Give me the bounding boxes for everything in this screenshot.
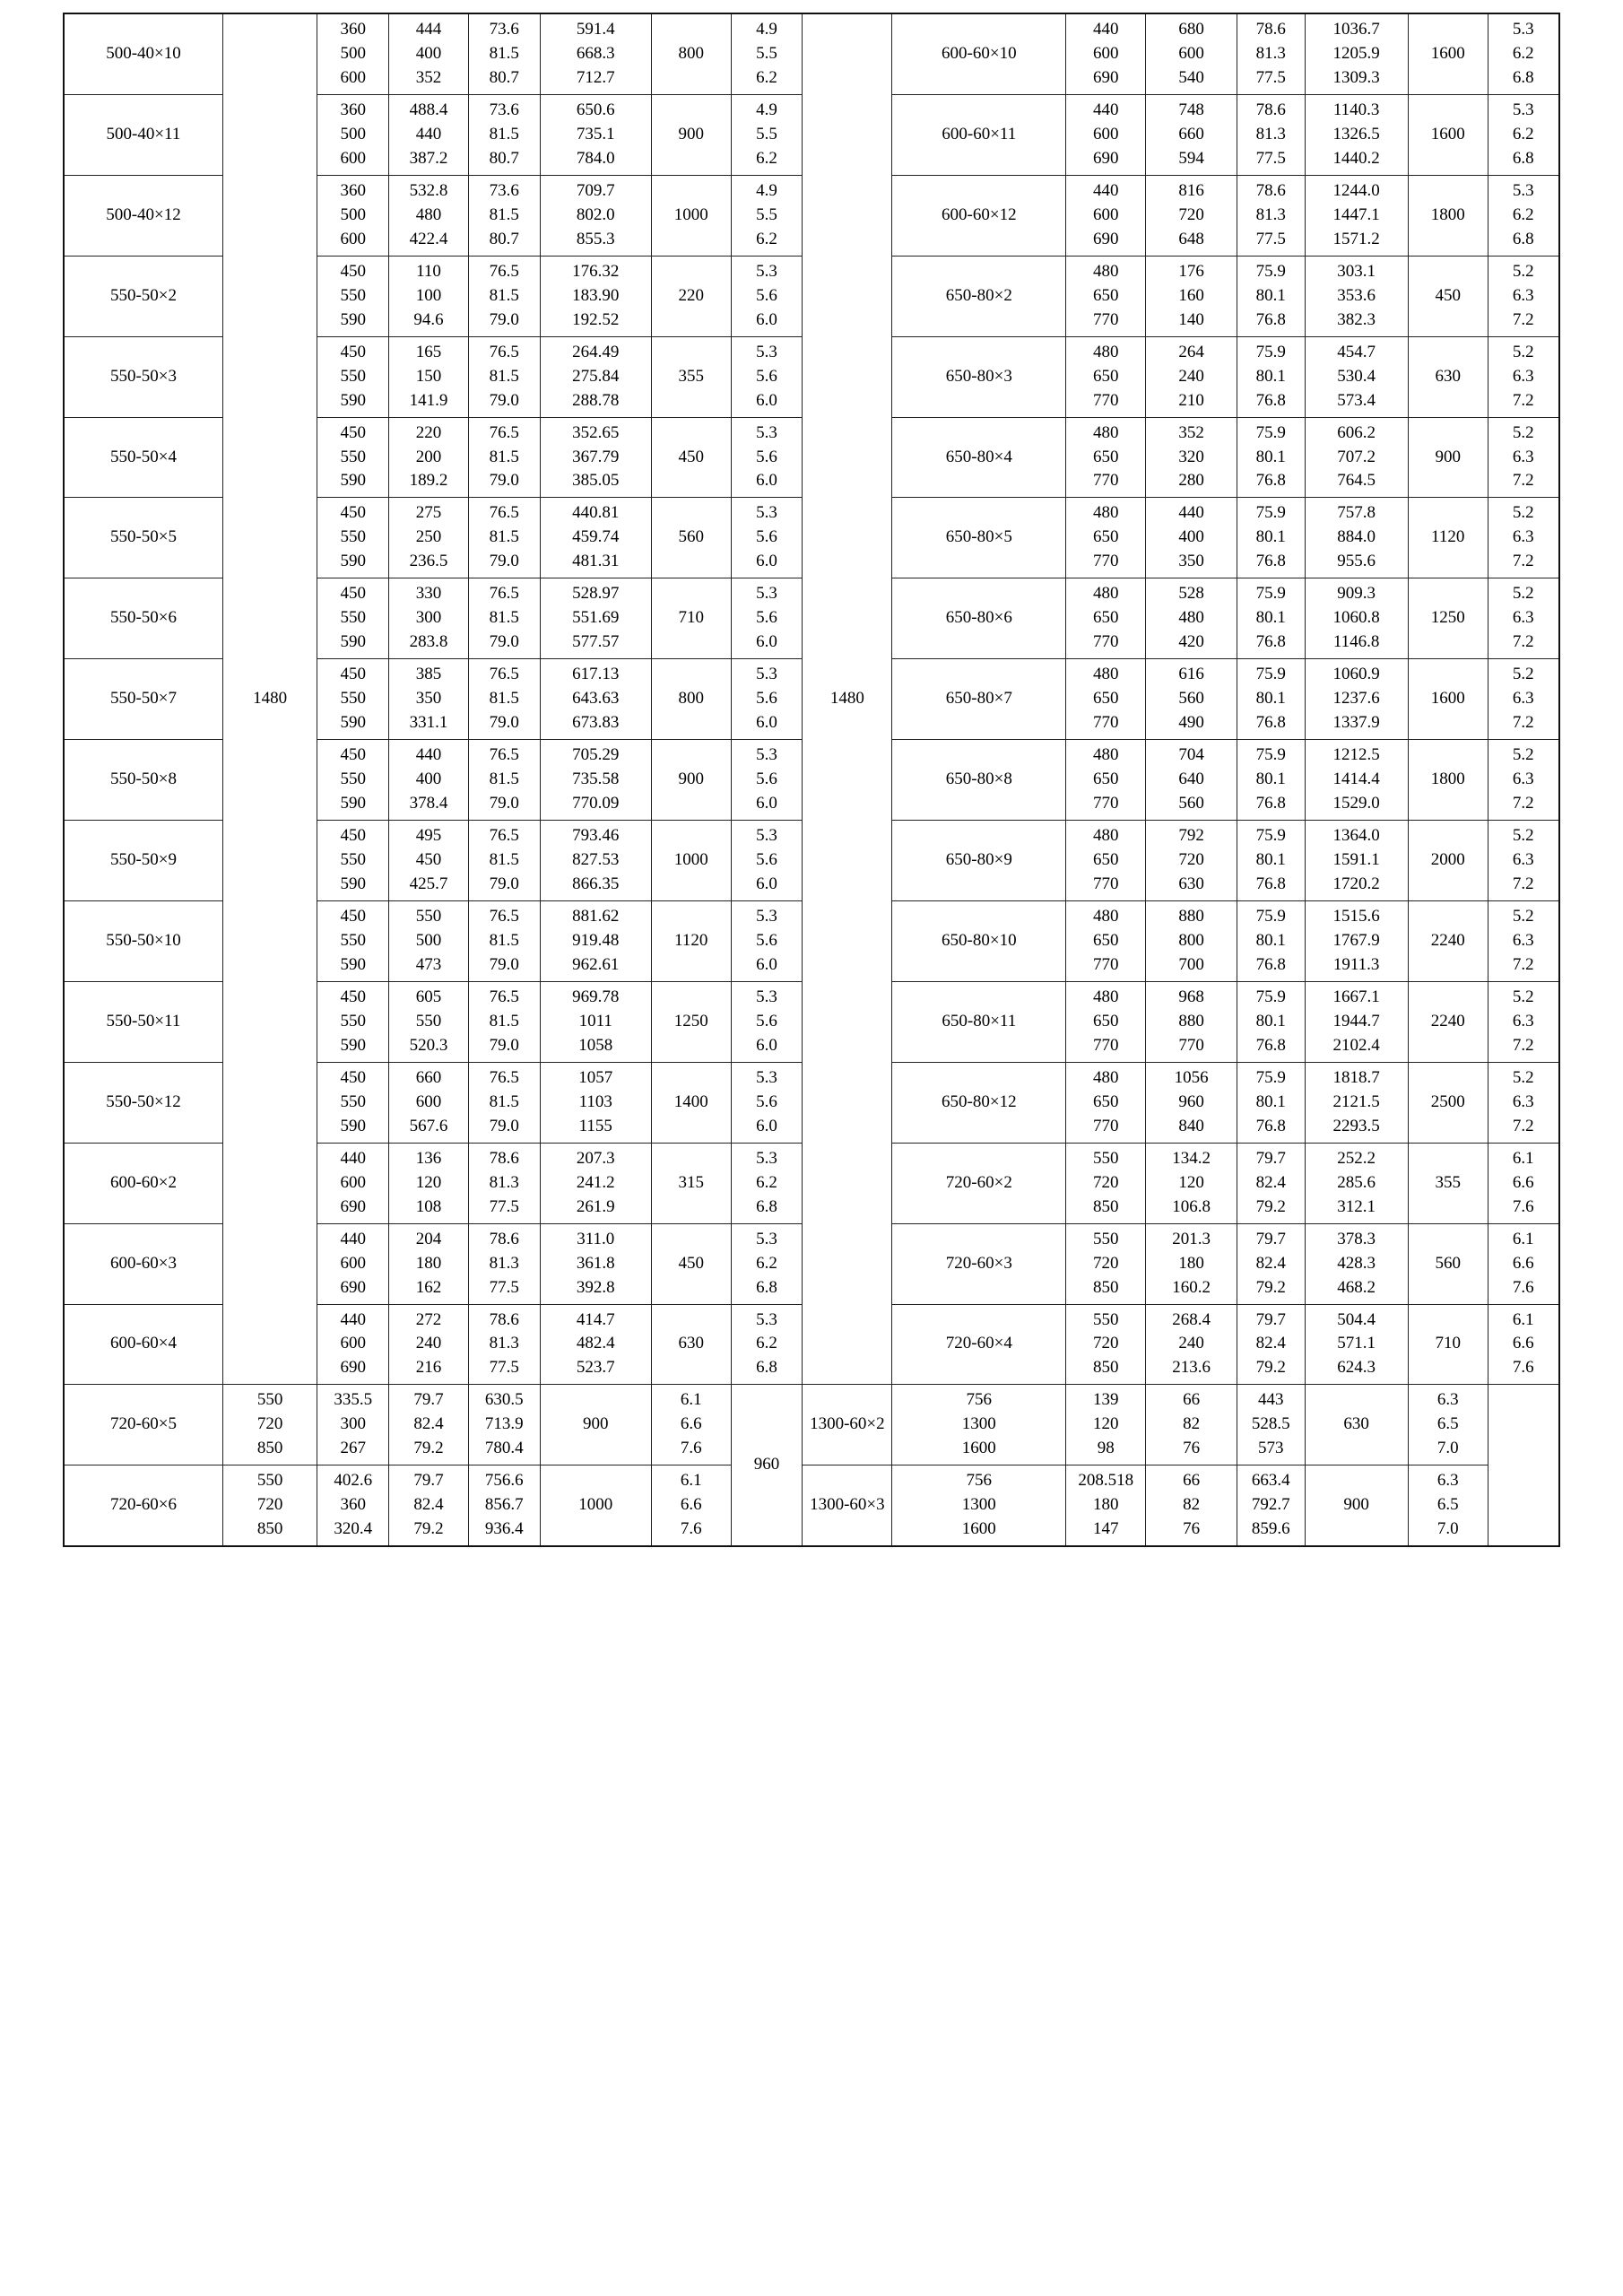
left-power-values-cell: 5.3 5.6 6.0 xyxy=(731,740,803,821)
left-motor-cell: 800 xyxy=(651,13,731,94)
left-flow-values-cell: 330 300 283.8 xyxy=(389,578,469,659)
left-efficiency-values-cell: 78.6 81.3 77.5 xyxy=(468,1304,540,1385)
left-power-values-cell: 4.9 5.5 6.2 xyxy=(731,175,803,256)
right-pressure-values-cell: 1212.5 1414.4 1529.0 xyxy=(1305,740,1408,821)
left-group-speed-cell: 1480 xyxy=(222,13,317,1385)
left-efficiency-values-cell: 76.5 81.5 79.0 xyxy=(468,740,540,821)
left-speed-values-cell: 450 550 590 xyxy=(317,336,389,417)
left-power-values-cell: 5.3 6.2 6.8 xyxy=(731,1304,803,1385)
right-power-values-cell: 6.1 6.6 7.6 xyxy=(1488,1304,1559,1385)
right-model-cell: 600-60×11 xyxy=(892,94,1066,175)
right-efficiency-values-cell: 66 82 76 xyxy=(1146,1465,1237,1546)
right-flow-values-cell: 704 640 560 xyxy=(1146,740,1237,821)
right-motor-cell: 1250 xyxy=(1408,578,1488,659)
left-speed-values-cell: 450 550 590 xyxy=(317,417,389,498)
right-speed-values-cell: 440 600 690 xyxy=(1066,175,1146,256)
left-pressure-values-cell: 617.13 643.63 673.83 xyxy=(540,659,651,740)
left-efficiency-values-cell: 76.5 81.5 79.0 xyxy=(468,336,540,417)
specification-table xyxy=(63,13,1560,1547)
left-model-cell: 550-50×7 xyxy=(64,659,222,740)
left-efficiency-values-cell: 79.7 82.4 79.2 xyxy=(389,1385,469,1465)
right-speed-values-cell: 440 600 690 xyxy=(1066,13,1146,94)
left-model-cell: 550-50×4 xyxy=(64,417,222,498)
right-flow-values-cell: 139 120 98 xyxy=(1066,1385,1146,1465)
left-speed-values-cell: 450 550 590 xyxy=(317,740,389,821)
left-power-values-cell: 5.3 5.6 6.0 xyxy=(731,821,803,901)
left-efficiency-values-cell: 76.5 81.5 79.0 xyxy=(468,498,540,578)
right-model-cell: 600-60×10 xyxy=(892,13,1066,94)
left-pressure-values-cell: 591.4 668.3 712.7 xyxy=(540,13,651,94)
right-power-values-cell: 5.2 6.3 7.2 xyxy=(1488,821,1559,901)
right-pressure-values-cell: 1060.9 1237.6 1337.9 xyxy=(1305,659,1408,740)
right-power-values-cell: 5.2 6.3 7.2 xyxy=(1488,256,1559,336)
left-power-values-cell: 5.3 5.6 6.0 xyxy=(731,1062,803,1143)
left-motor-cell: 800 xyxy=(651,659,731,740)
left-pressure-values-cell: 793.46 827.53 866.35 xyxy=(540,821,651,901)
left-motor-cell: 220 xyxy=(651,256,731,336)
left-model-cell: 720-60×6 xyxy=(64,1465,222,1546)
right-efficiency-values-cell: 75.9 80.1 76.8 xyxy=(1237,417,1305,498)
right-efficiency-values-cell: 75.9 80.1 76.8 xyxy=(1237,256,1305,336)
right-flow-values-cell: 268.4 240 213.6 xyxy=(1146,1304,1237,1385)
left-speed-values-cell: 450 550 590 xyxy=(317,256,389,336)
right-flow-values-cell: 264 240 210 xyxy=(1146,336,1237,417)
right-pressure-values-cell: 1667.1 1944.7 2102.4 xyxy=(1305,981,1408,1062)
left-speed-values-cell: 360 500 600 xyxy=(317,13,389,94)
right-efficiency-values-cell: 75.9 80.1 76.8 xyxy=(1237,740,1305,821)
right-efficiency-values-cell: 75.9 80.1 76.8 xyxy=(1237,336,1305,417)
left-model-cell: 720-60×5 xyxy=(64,1385,222,1465)
table-row xyxy=(64,1385,1559,1465)
right-model-cell: 720-60×2 xyxy=(892,1143,1066,1223)
right-motor-cell: 1600 xyxy=(1408,13,1488,94)
right-flow-values-cell: 528 480 420 xyxy=(1146,578,1237,659)
right-motor-cell: 2240 xyxy=(1408,900,1488,981)
right-motor-cell: 1600 xyxy=(1408,94,1488,175)
right-speed-values-cell: 480 650 770 xyxy=(1066,578,1146,659)
left-flow-values-cell: 660 600 567.6 xyxy=(389,1062,469,1143)
left-speed-values-cell: 450 550 590 xyxy=(317,1062,389,1143)
right-flow-values-cell: 208.518 180 147 xyxy=(1066,1465,1146,1546)
left-power-values-cell: 4.9 5.5 6.2 xyxy=(731,94,803,175)
right-motor-cell: 630 xyxy=(1305,1385,1408,1465)
right-model-cell: 650-80×12 xyxy=(892,1062,1066,1143)
left-model-cell: 500-40×10 xyxy=(64,13,222,94)
left-speed-values-cell: 550 720 850 xyxy=(222,1465,317,1546)
left-flow-values-cell: 440 400 378.4 xyxy=(389,740,469,821)
right-motor-cell: 450 xyxy=(1408,256,1488,336)
left-motor-cell: 315 xyxy=(651,1143,731,1223)
left-pressure-values-cell: 756.6 856.7 936.4 xyxy=(468,1465,540,1546)
left-model-cell: 550-50×5 xyxy=(64,498,222,578)
right-motor-cell: 1800 xyxy=(1408,175,1488,256)
right-power-values-cell: 6.3 6.5 7.0 xyxy=(1408,1385,1488,1465)
left-flow-values-cell: 488.4 440 387.2 xyxy=(389,94,469,175)
right-speed-values-cell: 440 600 690 xyxy=(1066,94,1146,175)
left-speed-values-cell: 360 500 600 xyxy=(317,94,389,175)
left-power-values-cell: 5.3 5.6 6.0 xyxy=(731,578,803,659)
left-efficiency-values-cell: 76.5 81.5 79.0 xyxy=(468,981,540,1062)
left-pressure-values-cell: 528.97 551.69 577.57 xyxy=(540,578,651,659)
right-pressure-values-cell: 252.2 285.6 312.1 xyxy=(1305,1143,1408,1223)
left-model-cell: 600-60×2 xyxy=(64,1143,222,1223)
left-model-cell: 600-60×4 xyxy=(64,1304,222,1385)
left-motor-cell: 900 xyxy=(651,740,731,821)
left-motor-cell: 1000 xyxy=(540,1465,651,1546)
left-motor-cell: 560 xyxy=(651,498,731,578)
left-efficiency-values-cell: 73.6 81.5 80.7 xyxy=(468,175,540,256)
left-power-values-cell: 5.3 6.2 6.8 xyxy=(731,1143,803,1223)
left-flow-values-cell: 550 500 473 xyxy=(389,900,469,981)
right-pressure-values-cell: 303.1 353.6 382.3 xyxy=(1305,256,1408,336)
left-model-cell: 550-50×12 xyxy=(64,1062,222,1143)
right-efficiency-values-cell: 66 82 76 xyxy=(1146,1385,1237,1465)
right-pressure-values-cell: 1036.7 1205.9 1309.3 xyxy=(1305,13,1408,94)
right-flow-values-cell: 352 320 280 xyxy=(1146,417,1237,498)
right-flow-values-cell: 1056 960 840 xyxy=(1146,1062,1237,1143)
left-pressure-values-cell: 440.81 459.74 481.31 xyxy=(540,498,651,578)
left-motor-cell: 900 xyxy=(651,94,731,175)
left-speed-values-cell: 450 550 590 xyxy=(317,981,389,1062)
left-pressure-values-cell: 969.78 1011 1058 xyxy=(540,981,651,1062)
right-pressure-values-cell: 1818.7 2121.5 2293.5 xyxy=(1305,1062,1408,1143)
left-efficiency-values-cell: 79.7 82.4 79.2 xyxy=(389,1465,469,1546)
left-efficiency-values-cell: 73.6 81.5 80.7 xyxy=(468,13,540,94)
right-speed-values-cell: 480 650 770 xyxy=(1066,498,1146,578)
right-power-values-cell: 6.3 6.5 7.0 xyxy=(1408,1465,1488,1546)
right-flow-values-cell: 616 560 490 xyxy=(1146,659,1237,740)
right-efficiency-values-cell: 75.9 80.1 76.8 xyxy=(1237,498,1305,578)
right-model-cell: 1300-60×3 xyxy=(803,1465,892,1546)
left-pressure-values-cell: 414.7 482.4 523.7 xyxy=(540,1304,651,1385)
left-pressure-values-cell: 207.3 241.2 261.9 xyxy=(540,1143,651,1223)
right-motor-cell: 2240 xyxy=(1408,981,1488,1062)
right-flow-values-cell: 968 880 770 xyxy=(1146,981,1237,1062)
right-model-cell: 650-80×8 xyxy=(892,740,1066,821)
left-power-values-cell: 5.3 5.6 6.0 xyxy=(731,981,803,1062)
right-pressure-values-cell: 1515.6 1767.9 1911.3 xyxy=(1305,900,1408,981)
right-speed-values-cell: 480 650 770 xyxy=(1066,1062,1146,1143)
right-model-cell: 720-60×3 xyxy=(892,1223,1066,1304)
left-speed-values-cell: 450 550 590 xyxy=(317,900,389,981)
right-motor-cell: 900 xyxy=(1305,1465,1408,1546)
left-flow-values-cell: 335.5 300 267 xyxy=(317,1385,389,1465)
right-pressure-values-cell: 757.8 884.0 955.6 xyxy=(1305,498,1408,578)
right-motor-cell: 900 xyxy=(1408,417,1488,498)
right-pressure-values-cell: 504.4 571.1 624.3 xyxy=(1305,1304,1408,1385)
right-pressure-values-cell: 606.2 707.2 764.5 xyxy=(1305,417,1408,498)
left-flow-values-cell: 110 100 94.6 xyxy=(389,256,469,336)
left-flow-values-cell: 220 200 189.2 xyxy=(389,417,469,498)
right-efficiency-values-cell: 78.6 81.3 77.5 xyxy=(1237,175,1305,256)
left-efficiency-values-cell: 76.5 81.5 79.0 xyxy=(468,578,540,659)
left-efficiency-values-cell: 78.6 81.3 77.5 xyxy=(468,1143,540,1223)
right-group-speed-cell-bottom: 960 xyxy=(731,1385,803,1546)
left-motor-cell: 630 xyxy=(651,1304,731,1385)
left-speed-values-cell: 440 600 690 xyxy=(317,1223,389,1304)
right-power-values-cell: 5.2 6.3 7.2 xyxy=(1488,417,1559,498)
left-motor-cell: 355 xyxy=(651,336,731,417)
right-motor-cell: 2500 xyxy=(1408,1062,1488,1143)
left-motor-cell: 1000 xyxy=(651,175,731,256)
right-flow-values-cell: 880 800 700 xyxy=(1146,900,1237,981)
right-pressure-values-cell: 443 528.5 573 xyxy=(1237,1385,1305,1465)
right-model-cell: 650-80×3 xyxy=(892,336,1066,417)
left-model-cell: 550-50×3 xyxy=(64,336,222,417)
right-speed-values-cell: 480 650 770 xyxy=(1066,821,1146,901)
table-body xyxy=(64,13,1559,1546)
left-motor-cell: 710 xyxy=(651,578,731,659)
table-row xyxy=(64,1465,1559,1546)
left-pressure-values-cell: 264.49 275.84 288.78 xyxy=(540,336,651,417)
right-motor-cell: 1120 xyxy=(1408,498,1488,578)
left-power-values-cell: 4.9 5.5 6.2 xyxy=(731,13,803,94)
left-flow-values-cell: 136 120 108 xyxy=(389,1143,469,1223)
right-power-values-cell: 5.2 6.3 7.2 xyxy=(1488,498,1559,578)
right-power-values-cell: 6.1 6.6 7.6 xyxy=(1488,1223,1559,1304)
right-efficiency-values-cell: 75.9 80.1 76.8 xyxy=(1237,981,1305,1062)
left-speed-values-cell: 440 600 690 xyxy=(317,1143,389,1223)
right-motor-cell: 355 xyxy=(1408,1143,1488,1223)
right-speed-values-cell: 480 650 770 xyxy=(1066,256,1146,336)
left-model-cell: 550-50×10 xyxy=(64,900,222,981)
left-speed-values-cell: 450 550 590 xyxy=(317,821,389,901)
left-efficiency-values-cell: 76.5 81.5 79.0 xyxy=(468,417,540,498)
left-power-values-cell: 5.3 5.6 6.0 xyxy=(731,336,803,417)
left-motor-cell: 1000 xyxy=(651,821,731,901)
left-flow-values-cell: 204 180 162 xyxy=(389,1223,469,1304)
right-efficiency-values-cell: 75.9 80.1 76.8 xyxy=(1237,900,1305,981)
right-power-values-cell: 5.3 6.2 6.8 xyxy=(1488,13,1559,94)
left-model-cell: 550-50×2 xyxy=(64,256,222,336)
right-efficiency-values-cell: 79.7 82.4 79.2 xyxy=(1237,1304,1305,1385)
left-speed-values-cell: 450 550 590 xyxy=(317,659,389,740)
right-speed-values-cell: 550 720 850 xyxy=(1066,1223,1146,1304)
right-power-values-cell: 5.2 6.3 7.2 xyxy=(1488,900,1559,981)
left-motor-cell: 900 xyxy=(540,1385,651,1465)
right-efficiency-values-cell: 78.6 81.3 77.5 xyxy=(1237,94,1305,175)
left-speed-values-cell: 450 550 590 xyxy=(317,578,389,659)
right-flow-values-cell: 134.2 120 106.8 xyxy=(1146,1143,1237,1223)
right-power-values-cell: 5.2 6.3 7.2 xyxy=(1488,659,1559,740)
right-flow-values-cell: 201.3 180 160.2 xyxy=(1146,1223,1237,1304)
left-model-cell: 550-50×8 xyxy=(64,740,222,821)
left-efficiency-values-cell: 76.5 81.5 79.0 xyxy=(468,659,540,740)
left-power-values-cell: 5.3 5.6 6.0 xyxy=(731,900,803,981)
right-flow-values-cell: 680 600 540 xyxy=(1146,13,1237,94)
right-model-cell: 650-80×6 xyxy=(892,578,1066,659)
left-model-cell: 500-40×12 xyxy=(64,175,222,256)
right-flow-values-cell: 176 160 140 xyxy=(1146,256,1237,336)
left-power-values-cell: 5.3 5.6 6.0 xyxy=(731,256,803,336)
right-model-cell: 1300-60×2 xyxy=(803,1385,892,1465)
right-power-values-cell: 5.3 6.2 6.8 xyxy=(1488,94,1559,175)
left-power-values-cell: 5.3 5.6 6.0 xyxy=(731,417,803,498)
left-motor-cell: 1120 xyxy=(651,900,731,981)
right-pressure-values-cell: 454.7 530.4 573.4 xyxy=(1305,336,1408,417)
left-model-cell: 500-40×11 xyxy=(64,94,222,175)
right-power-values-cell: 5.2 6.3 7.2 xyxy=(1488,1062,1559,1143)
left-power-values-cell: 5.3 6.2 6.8 xyxy=(731,1223,803,1304)
left-pressure-values-cell: 352.65 367.79 385.05 xyxy=(540,417,651,498)
right-model-cell: 650-80×2 xyxy=(892,256,1066,336)
left-efficiency-values-cell: 76.5 81.5 79.0 xyxy=(468,900,540,981)
left-power-values-cell: 6.1 6.6 7.6 xyxy=(651,1385,731,1465)
left-speed-values-cell: 440 600 690 xyxy=(317,1304,389,1385)
left-model-cell: 550-50×11 xyxy=(64,981,222,1062)
right-model-cell: 650-80×11 xyxy=(892,981,1066,1062)
right-efficiency-values-cell: 79.7 82.4 79.2 xyxy=(1237,1223,1305,1304)
left-model-cell: 600-60×3 xyxy=(64,1223,222,1304)
left-efficiency-values-cell: 76.5 81.5 79.0 xyxy=(468,1062,540,1143)
right-power-values-cell: 5.2 6.3 7.2 xyxy=(1488,578,1559,659)
right-flow-values-cell: 748 660 594 xyxy=(1146,94,1237,175)
right-model-cell: 600-60×12 xyxy=(892,175,1066,256)
right-power-values-cell: 5.2 6.3 7.2 xyxy=(1488,981,1559,1062)
left-pressure-values-cell: 311.0 361.8 392.8 xyxy=(540,1223,651,1304)
right-motor-cell: 2000 xyxy=(1408,821,1488,901)
right-speed-values-cell: 480 650 770 xyxy=(1066,336,1146,417)
right-model-cell: 650-80×7 xyxy=(892,659,1066,740)
right-power-values-cell: 5.3 6.2 6.8 xyxy=(1488,175,1559,256)
right-model-cell: 650-80×10 xyxy=(892,900,1066,981)
left-power-values-cell: 5.3 5.6 6.0 xyxy=(731,659,803,740)
right-power-values-cell: 5.2 6.3 7.2 xyxy=(1488,336,1559,417)
left-flow-values-cell: 272 240 216 xyxy=(389,1304,469,1385)
right-speed-values-cell: 550 720 850 xyxy=(1066,1143,1146,1223)
right-speed-values-cell: 550 720 850 xyxy=(1066,1304,1146,1385)
left-efficiency-values-cell: 76.5 81.5 79.0 xyxy=(468,256,540,336)
right-speed-values-cell: 756 1300 1600 xyxy=(892,1385,1066,1465)
right-motor-cell: 1600 xyxy=(1408,659,1488,740)
right-model-cell: 650-80×4 xyxy=(892,417,1066,498)
right-motor-cell: 710 xyxy=(1408,1304,1488,1385)
left-model-cell: 550-50×6 xyxy=(64,578,222,659)
left-flow-values-cell: 385 350 331.1 xyxy=(389,659,469,740)
right-motor-cell: 630 xyxy=(1408,336,1488,417)
left-efficiency-values-cell: 76.5 81.5 79.0 xyxy=(468,821,540,901)
right-flow-values-cell: 440 400 350 xyxy=(1146,498,1237,578)
left-motor-cell: 450 xyxy=(651,417,731,498)
left-efficiency-values-cell: 73.6 81.5 80.7 xyxy=(468,94,540,175)
left-motor-cell: 1250 xyxy=(651,981,731,1062)
right-efficiency-values-cell: 75.9 80.1 76.8 xyxy=(1237,659,1305,740)
right-speed-values-cell: 480 650 770 xyxy=(1066,417,1146,498)
left-pressure-values-cell: 881.62 919.48 962.61 xyxy=(540,900,651,981)
right-speed-values-cell: 480 650 770 xyxy=(1066,900,1146,981)
right-efficiency-values-cell: 79.7 82.4 79.2 xyxy=(1237,1143,1305,1223)
left-speed-values-cell: 550 720 850 xyxy=(222,1385,317,1465)
left-motor-cell: 450 xyxy=(651,1223,731,1304)
right-motor-cell: 1800 xyxy=(1408,740,1488,821)
left-pressure-values-cell: 705.29 735.58 770.09 xyxy=(540,740,651,821)
left-speed-values-cell: 450 550 590 xyxy=(317,498,389,578)
right-group-speed-cell-top: 1480 xyxy=(803,13,892,1385)
right-pressure-values-cell: 378.3 428.3 468.2 xyxy=(1305,1223,1408,1304)
right-speed-values-cell: 480 650 770 xyxy=(1066,981,1146,1062)
left-pressure-values-cell: 630.5 713.9 780.4 xyxy=(468,1385,540,1465)
right-efficiency-values-cell: 75.9 80.1 76.8 xyxy=(1237,578,1305,659)
left-efficiency-values-cell: 78.6 81.3 77.5 xyxy=(468,1223,540,1304)
left-model-cell: 550-50×9 xyxy=(64,821,222,901)
right-speed-values-cell: 480 650 770 xyxy=(1066,659,1146,740)
left-flow-values-cell: 165 150 141.9 xyxy=(389,336,469,417)
right-motor-cell: 560 xyxy=(1408,1223,1488,1304)
right-pressure-values-cell: 1140.3 1326.5 1440.2 xyxy=(1305,94,1408,175)
left-speed-values-cell: 360 500 600 xyxy=(317,175,389,256)
left-flow-values-cell: 532.8 480 422.4 xyxy=(389,175,469,256)
left-motor-cell: 1400 xyxy=(651,1062,731,1143)
right-pressure-values-cell: 909.3 1060.8 1146.8 xyxy=(1305,578,1408,659)
left-pressure-values-cell: 1057 1103 1155 xyxy=(540,1062,651,1143)
left-flow-values-cell: 605 550 520.3 xyxy=(389,981,469,1062)
right-model-cell: 650-80×9 xyxy=(892,821,1066,901)
right-model-cell: 720-60×4 xyxy=(892,1304,1066,1385)
left-flow-values-cell: 402.6 360 320.4 xyxy=(317,1465,389,1546)
right-pressure-values-cell: 663.4 792.7 859.6 xyxy=(1237,1465,1305,1546)
right-pressure-values-cell: 1244.0 1447.1 1571.2 xyxy=(1305,175,1408,256)
right-efficiency-values-cell: 78.6 81.3 77.5 xyxy=(1237,13,1305,94)
left-flow-values-cell: 444 400 352 xyxy=(389,13,469,94)
left-power-values-cell: 6.1 6.6 7.6 xyxy=(651,1465,731,1546)
left-pressure-values-cell: 650.6 735.1 784.0 xyxy=(540,94,651,175)
right-flow-values-cell: 792 720 630 xyxy=(1146,821,1237,901)
right-speed-values-cell: 480 650 770 xyxy=(1066,740,1146,821)
right-model-cell: 650-80×5 xyxy=(892,498,1066,578)
left-flow-values-cell: 495 450 425.7 xyxy=(389,821,469,901)
right-efficiency-values-cell: 75.9 80.1 76.8 xyxy=(1237,1062,1305,1143)
right-efficiency-values-cell: 75.9 80.1 76.8 xyxy=(1237,821,1305,901)
left-pressure-values-cell: 709.7 802.0 855.3 xyxy=(540,175,651,256)
left-pressure-values-cell: 176.32 183.90 192.52 xyxy=(540,256,651,336)
right-power-values-cell: 6.1 6.6 7.6 xyxy=(1488,1143,1559,1223)
right-speed-values-cell: 756 1300 1600 xyxy=(892,1465,1066,1546)
left-power-values-cell: 5.3 5.6 6.0 xyxy=(731,498,803,578)
right-power-values-cell: 5.2 6.3 7.2 xyxy=(1488,740,1559,821)
table-row xyxy=(64,13,1559,94)
left-flow-values-cell: 275 250 236.5 xyxy=(389,498,469,578)
right-flow-values-cell: 816 720 648 xyxy=(1146,175,1237,256)
right-pressure-values-cell: 1364.0 1591.1 1720.2 xyxy=(1305,821,1408,901)
